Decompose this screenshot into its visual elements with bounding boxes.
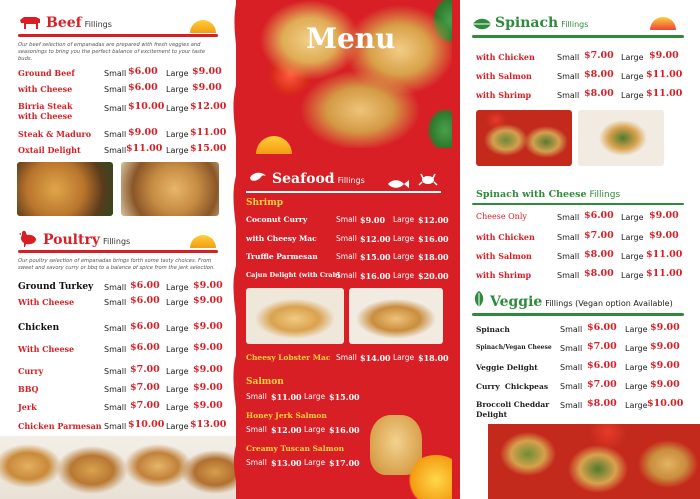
item-name: With Cheese [18,344,75,354]
large-label: Large [625,344,648,353]
beef-intro: Our beef selection of empanadas are prepared with fresh veggies and seasonings to bring you the perfect balance of excitement to your taste buds. [18,42,206,62]
item-name: Truffle Parmesan [246,252,318,261]
small-label: Small [560,401,583,410]
item-name: Spinach [476,325,510,334]
large-price: $13.00 [190,419,227,430]
small-label: Small [557,53,580,62]
large-price: $9.00 [193,400,223,411]
small-label: Small [104,85,127,94]
large-price: $16.00 [329,425,360,435]
large-price: $10.00 [647,398,684,409]
large-price: $15.00 [190,143,227,154]
small-label: Small [104,403,127,412]
small-price: $8.00 [584,268,614,279]
small-label: Small [557,252,580,261]
small-price: $6.00 [587,322,617,333]
small-price: $6.00 [128,66,158,77]
small-label: Small [104,324,127,333]
large-label: Large [166,298,189,307]
veggie-photo [488,424,700,499]
large-price: $18.00 [418,252,449,262]
large-label: Large [393,271,415,280]
small-label: Small [557,91,580,100]
large-label: Large [166,385,189,394]
large-price: $9.00 [193,342,223,353]
item-name: Birria Steak with Cheese [18,101,73,121]
small-price: $16.00 [360,271,391,281]
large-label: Large [393,353,415,362]
item-name: Ground Beef [18,68,75,78]
small-price: $7.00 [587,379,617,390]
beef-subtitle: Fillings [84,20,112,29]
item-name: Steak & Maduro [18,129,92,139]
large-label: Large [625,401,648,410]
shrimp-icon [248,170,268,189]
left-wave-edge [229,0,245,499]
small-price: $12.00 [360,234,391,244]
large-label: Large [304,425,326,434]
left-column [0,0,236,499]
large-label: Large [621,233,644,242]
large-label: Large [166,85,189,94]
veggie-heading [490,294,673,310]
small-price: $6.00 [130,295,160,306]
chicken-icon [18,229,38,251]
spinach-cheese-subtitle: Fillings [589,190,621,200]
large-price: $12.00 [190,101,227,112]
small-price: $11.00 [271,392,302,402]
item-name: with Chicken [476,232,535,242]
large-label: Large [166,403,189,412]
item-name: Curry Chickpeas [476,382,549,391]
cow-icon [18,14,42,34]
spinach-subtitle: Fillings [561,20,589,29]
item-name: Coconut Curry [246,215,308,224]
small-label: Small [104,104,127,113]
beef-photo-2 [121,162,219,216]
spinach-heading [495,15,588,31]
middle-column [236,0,460,499]
item-name: with Shrimp [476,270,532,280]
beef-heading [46,15,112,31]
poultry-divider [18,250,218,253]
small-price: $7.00 [130,400,160,411]
large-label: Large [625,382,648,391]
small-price: $6.00 [130,321,160,332]
veggie-title: Veggie [490,294,543,310]
poultry-subtitle: Fillings [102,237,131,246]
item-name: Oxtail Delight [18,145,81,155]
small-price: $11.00 [126,143,163,154]
large-price: $11.00 [646,69,683,80]
item-name: with Cheesy Mac [246,234,317,243]
seafood-heading [272,171,365,187]
leaf-icon [472,290,486,312]
item-name: Cheese Only [476,212,527,221]
large-label: Large [621,72,644,81]
small-label: Small [557,271,580,280]
large-price: $9.00 [650,360,680,371]
item-name: Curry [18,366,44,376]
small-label: Small [560,344,583,353]
large-label: Large [304,458,326,467]
large-label: Large [621,213,644,222]
large-price: $11.00 [646,88,683,99]
seafood-subtitle: Fillings [337,176,365,185]
small-price: $14.00 [360,353,391,363]
large-label: Large [166,324,189,333]
beef-photo-1 [17,162,113,216]
spinach-title: Spinach [495,15,559,31]
large-price: $9.00 [649,230,679,241]
small-label: Small [104,422,127,431]
small-label: Small [557,213,580,222]
large-price: $11.00 [646,268,683,279]
item-name: Ground Turkey [18,282,94,292]
large-price: $11.00 [190,127,227,138]
shrimp-heading: Shrimp [246,198,284,208]
small-label: Small [336,234,357,243]
small-price: $7.00 [130,364,160,375]
item-name: BBQ [18,384,39,394]
large-price: $16.00 [418,234,449,244]
spinach-photo-1 [476,110,572,166]
item-name: Chicken [18,323,60,333]
poultry-title: Poultry [43,232,100,248]
small-price: $6.00 [130,280,160,291]
large-label: Large [166,130,189,139]
large-label: Large [166,283,189,292]
spinach-cheese-heading [476,189,620,200]
large-price: $9.00 [192,66,222,77]
large-label: Large [621,252,644,261]
item-name: Jerk [18,402,37,412]
small-label: Small [104,130,127,139]
small-price: $7.00 [587,341,617,352]
item-name: Spinach/Vegan Cheese [476,344,552,351]
small-label: Small [336,271,357,280]
small-label: Small [104,367,127,376]
spinach-cheese-divider [472,203,684,205]
salmon-heading: Salmon [246,377,284,387]
large-label: Large [393,215,415,224]
large-label: Large [166,146,189,155]
small-price: $8.00 [587,398,617,409]
beef-divider [18,34,218,37]
right-column [460,0,700,499]
small-price: $13.00 [271,458,302,468]
small-price: $8.00 [584,88,614,99]
small-price: $12.00 [271,425,302,435]
spinach-cheese-title: Spinach with Cheese [476,189,587,200]
item-name: With Cheese [18,297,75,307]
large-price: $15.00 [329,392,360,402]
small-price: $8.00 [584,249,614,260]
large-price: $9.00 [193,295,223,306]
large-label: Large [625,325,648,334]
item-name: Creamy Tuscan Salmon [246,444,345,453]
seafood-title: Seafood [272,171,335,187]
small-price: $7.00 [584,230,614,241]
small-price: $7.00 [584,50,614,61]
small-label: Small [336,252,357,261]
item-name: with Cheese [18,84,73,94]
seafood-divider [246,191,441,193]
item-name: Veggie Delight [476,363,538,372]
large-price: $9.00 [193,364,223,375]
large-label: Large [166,367,189,376]
small-label: Small [246,425,267,434]
small-label: Small [560,382,583,391]
large-label: Large [393,252,415,261]
menu-title: Menu [306,22,396,55]
large-price: $20.00 [418,271,449,281]
large-label: Large [625,363,648,372]
veggie-divider [472,313,684,316]
small-label: Small [104,298,127,307]
large-label: Large [621,271,644,280]
crab-icon [418,171,438,190]
small-price: $6.00 [587,360,617,371]
large-price: $9.00 [192,82,222,93]
beef-title: Beef [46,15,82,31]
large-price: $9.00 [193,321,223,332]
large-price: $11.00 [646,249,683,260]
seafood-photo-1 [246,288,344,344]
spinach-divider [472,35,684,38]
poultry-heading [43,232,130,248]
item-name: Cajun Delight (with Crab) [246,271,341,279]
large-label: Large [166,69,189,78]
small-label: Small [336,215,357,224]
large-label: Large [621,53,644,62]
spinach-leaf-icon [472,16,492,35]
item-name: Broccoli Cheddar Delight [476,400,550,419]
small-label: Small [560,363,583,372]
small-label: Small [246,392,267,401]
large-price: $18.00 [418,353,449,363]
item-name: with Chicken [476,52,535,62]
large-label: Large [166,422,189,431]
large-label: Large [393,234,415,243]
large-price: $9.00 [649,50,679,61]
large-price: $9.00 [193,382,223,393]
small-label: Small [104,69,127,78]
small-label: Small [557,233,580,242]
large-label: Large [621,91,644,100]
small-price: $9.00 [128,127,158,138]
item-name: Chicken Parmesan [18,421,102,431]
item-name: with Salmon [476,251,532,261]
item-name: Cheesy Lobster Mac [246,353,331,362]
veggie-subtitle: Fillings (Vegan option Available) [545,299,673,308]
seafood-photo-2 [349,288,443,344]
small-label: Small [246,458,267,467]
small-label: Small [104,385,127,394]
large-price: $9.00 [650,341,680,352]
small-price: $15.00 [360,252,391,262]
small-price: $10.00 [128,419,165,430]
large-label: Large [166,345,189,354]
poultry-intro: Our poultry selection of empanadas brings forth some tasty choices. From sweet and savory curry or bbq to a balance of spice from the jerk selection. [18,258,215,271]
small-label: Small [104,146,127,155]
large-price: $9.00 [193,280,223,291]
large-label: Large [166,104,189,113]
item-name: Honey Jerk Salmon [246,411,327,420]
small-price: $6.00 [130,342,160,353]
large-price: $9.00 [649,210,679,221]
spinach-photo-2 [578,110,664,166]
item-name: with Shrimp [476,90,532,100]
large-price: $9.00 [650,379,680,390]
small-label: Small [104,283,127,292]
item-name: with Salmon [476,71,532,81]
small-label: Small [560,325,583,334]
empanadas-photo [0,436,236,499]
small-price: $6.00 [584,210,614,221]
small-label: Small [104,345,127,354]
large-price: $17.00 [329,458,360,468]
small-price: $7.00 [130,382,160,393]
large-price: $9.00 [650,322,680,333]
small-price: $10.00 [128,101,165,112]
large-price: $12.00 [418,215,449,225]
small-label: Small [336,353,357,362]
small-price: $9.00 [360,215,386,225]
small-price: $6.00 [128,82,158,93]
small-label: Small [557,72,580,81]
small-price: $8.00 [584,69,614,80]
large-label: Large [304,392,326,401]
